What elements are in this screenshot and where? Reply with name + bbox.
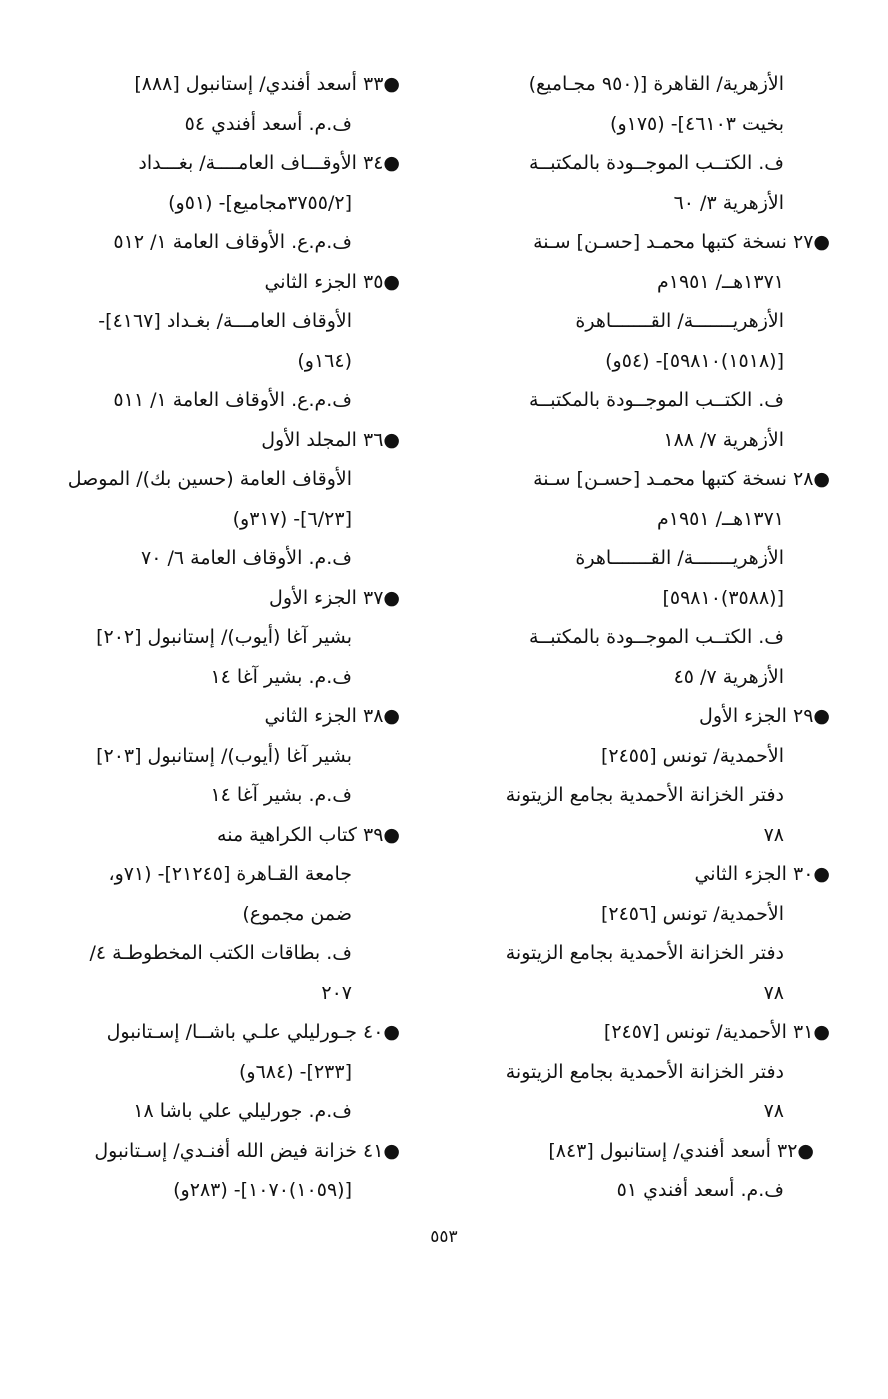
entry-heading: ●٣٦ المجلد الأول	[261, 428, 400, 451]
text-line: ضمن مجموع)	[242, 902, 352, 925]
text-line: الأحمدية/ تونس [٢٤٥٥]	[600, 744, 784, 767]
entry-heading: ●٣٧ الجزء الأول	[269, 586, 400, 609]
text-line: دفتر الخزانة الأحمدية بجامع الزيتونة	[505, 1060, 784, 1083]
text-line: الأوقاف العامة (حسين بك)/ الموصل	[67, 468, 352, 490]
text-line: الأزهرية/ القاهرة [(٩٥٠ مجـاميع)	[528, 73, 784, 95]
text-line: ٧٨	[763, 823, 784, 846]
text-line: (١٦٤و)	[297, 349, 352, 372]
text-line: دفتر الخزانة الأحمدية بجامع الزيتونة	[505, 784, 784, 806]
text-line: ١٣٧١هــ/ ١٩٥١م	[656, 507, 784, 530]
text-line: [٢٣٣]- (٦٨٤و)	[239, 1060, 352, 1083]
right-column	[480, 68, 830, 1214]
entry-heading: ●٣٨ الجزء الثاني	[264, 705, 400, 727]
page-number: ٥٥٣	[430, 1227, 458, 1247]
text-line: ف. الكتــب الموجــودة بالمكتبــة	[528, 152, 784, 174]
entry-heading: ●٣٥ الجزء الثاني	[264, 270, 400, 293]
text-line: [(٣٥٨٨)٥٩٨١٠]	[662, 586, 784, 609]
entry-heading: ●٢٧ نسخة كتبها محمـد [حسـن] سـنة	[533, 231, 830, 253]
text-line: الأزهرية ٧/ ١٨٨	[663, 428, 784, 451]
text-line: الأزهريـــــــة/ القـــــــاهرة	[575, 547, 784, 569]
text-line: الأزهريـــــــة/ القـــــــاهرة	[575, 310, 784, 332]
text-line: [٦/٢٣]- (٣١٧و)	[232, 507, 352, 530]
text-line: بشير آغا (أيوب)/ إستانبول [٢٠٢]	[96, 626, 352, 648]
text-line: ف.م. أسعد أفندي ٥٤	[184, 112, 352, 135]
text-line: [(١٠٥٩)١٠٧٠]- (٢٨٣و)	[173, 1179, 352, 1201]
text-line: جامعة القـاهرة [٢١٢٤٥]- (٧١و،	[108, 863, 352, 885]
text-line: ف.م.ع. الأوقاف العامة ١/ ٥١١	[113, 389, 352, 411]
text-line: الأزهرية ٧/ ٤٥	[673, 665, 784, 688]
entry-heading: ●٣١ الأحمدية/ تونس [٢٤٥٧]	[603, 1021, 830, 1043]
text-line: [٣٧٥٥/٢مجاميع]- (٥١و)	[168, 191, 352, 214]
text-line: الأوقاف العامـــة/ بغـداد [٤١٦٧]-	[98, 310, 352, 332]
entry-heading: ●٣٣ أسعد أفندي/ إستانبول [٨٨٨]	[134, 73, 400, 95]
text-line: ف.م. الأوقاف العامة ٦/ ٧٠	[141, 547, 352, 569]
text-line: ف.م. بشير آغا ١٤	[210, 784, 352, 806]
text-line: بشير آغا (أيوب)/ إستانبول [٢٠٣]	[96, 744, 352, 767]
entry-heading: ●٢٩ الجزء الأول	[699, 705, 830, 727]
text-line: ف.م.ع. الأوقاف العامة ١/ ٥١٢	[113, 231, 352, 253]
text-line: بخيت ٤٦١٠٣]- (١٧٥و)	[610, 112, 784, 135]
text-line: ف. الكتــب الموجــودة بالمكتبــة	[528, 389, 784, 411]
left-column	[67, 68, 400, 1214]
entry-heading: ●٣٢ أسعد أفندي/ إستانبول [٨٤٣]	[548, 1139, 814, 1162]
text-line: ١٣٧١هــ/ ١٩٥١م	[656, 270, 784, 293]
text-line: ف.م. جورليلي علي باشا ١٨	[133, 1100, 352, 1122]
entry-heading: ●٤١ خزانة فيض الله أفنـدي/ إسـتانبول	[94, 1139, 400, 1162]
text-line: ٧٨	[763, 1100, 784, 1122]
text-line: ف.م. أسعد أفندي ٥١	[616, 1179, 784, 1201]
entry-heading: ●٣٤ الأوقـــاف العامــــة/ بغـــداد	[138, 152, 400, 174]
text-line: ف. بطاقات الكتب المخطوطـة ٤/	[89, 942, 352, 964]
entry-heading: ●٢٨ نسخة كتبها محمـد [حسـن] سـنة	[533, 468, 830, 490]
text-line: [(١٥١٨)٥٩٨١٠]- (٥٤و)	[605, 349, 784, 372]
text-line: ٢٠٧	[321, 981, 352, 1004]
entry-heading: ●٤٠ جـورليلي علـي باشــا/ إسـتانبول	[106, 1021, 400, 1043]
text-line: ٧٨	[763, 981, 784, 1004]
text-line: دفتر الخزانة الأحمدية بجامع الزيتونة	[505, 942, 784, 964]
text-line: الأزهرية ٣/ ٦٠	[673, 191, 784, 214]
text-line: الأحمدية/ تونس [٢٤٥٦]	[600, 902, 784, 925]
entry-heading: ●٣٠ الجزء الثاني	[694, 863, 830, 885]
text-line: ف.م. بشير آغا ١٤	[210, 665, 352, 688]
entry-heading: ●٣٩ كتاب الكراهية منه	[217, 823, 400, 846]
text-line: ف. الكتــب الموجــودة بالمكتبــة	[528, 626, 784, 648]
